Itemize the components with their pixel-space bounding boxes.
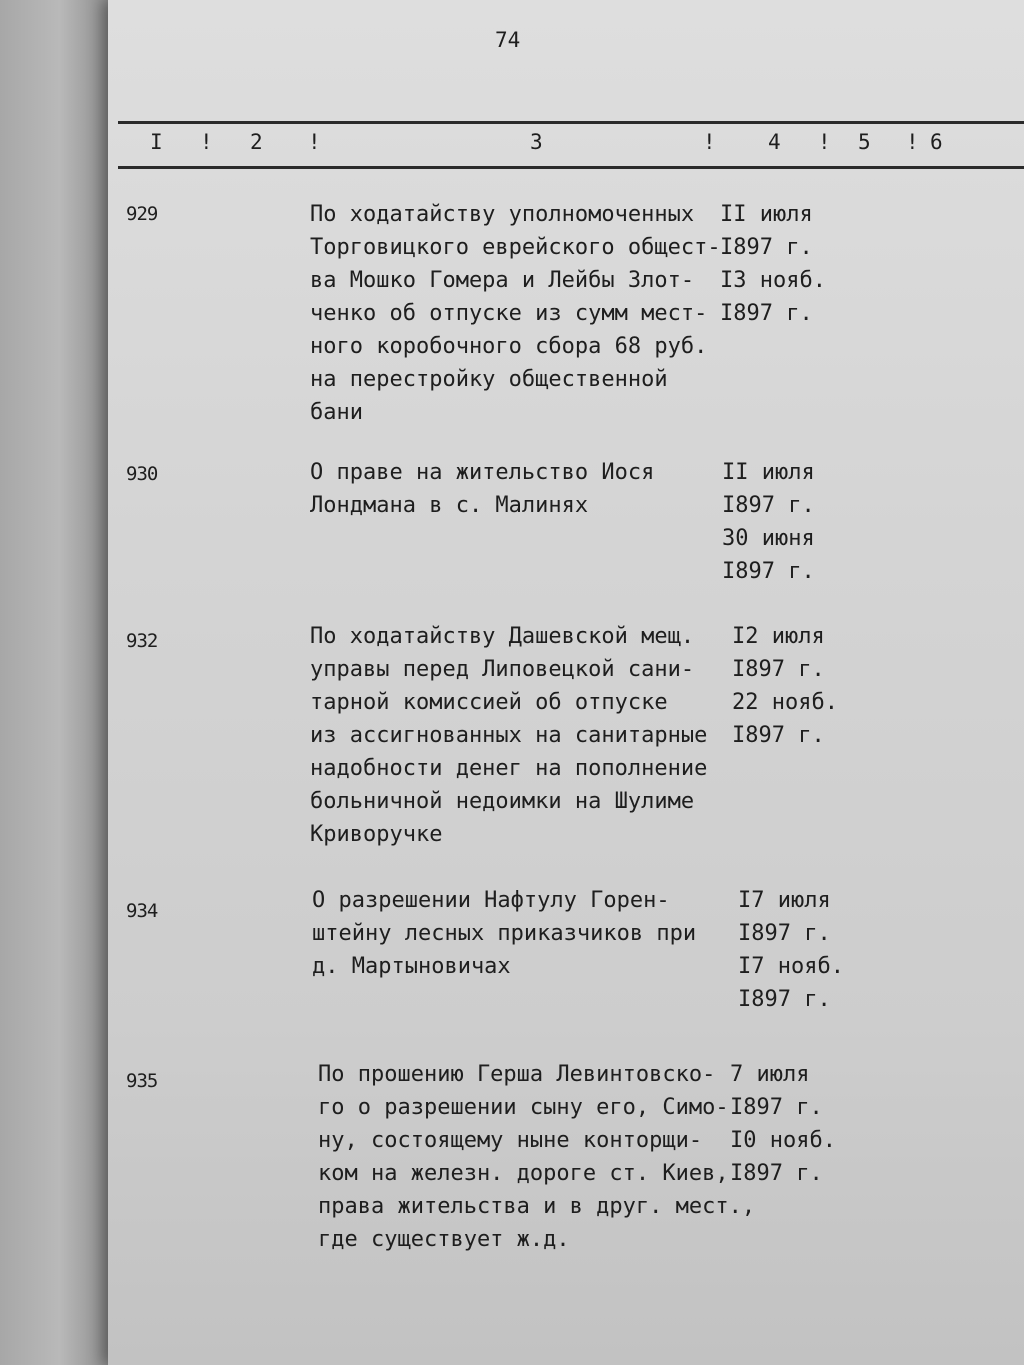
entry-number: 934	[126, 900, 158, 922]
header-rule-top	[118, 121, 1024, 124]
entry-dates: II июля I897 г. 30 июня I897 г.	[722, 460, 815, 584]
entry-description: По ходатайству Дашевской мещ. управы перед Липовецкой сани- тарной комиссией об отпуске из ассигнованных на санитарные надобности денег на пополнение больничной недоимки на Шулиме Криворучке	[310, 624, 708, 847]
entry-description: О разрешении Нафтулу Горен- штейну лесных приказчиков при д. Мартыновичах	[312, 888, 697, 979]
entry-number: 930	[126, 463, 158, 485]
entry-number: 935	[126, 1070, 158, 1092]
column-separator: !	[703, 130, 716, 154]
entry-description: По прошению Герша Левинтовско- го о разрешении сыну его, Симо- ну, состоящему ныне конторщи- ком на железн. дороге ст. Киев, права жительства и в друг. мест., где существует ж.д.	[318, 1062, 756, 1252]
header-rule-bottom	[118, 166, 1024, 169]
entry-description: По ходатайству уполномоченных Торговицкого еврейского общест- ва Мошко Гомера и Лейбы Злот- ченко об отпуске из сумм мест- ного коробочного сбора 68 руб. на перестройку общественной бани	[310, 202, 721, 425]
entry-dates: II июля I897 г. I3 нояб. I897 г.	[720, 202, 826, 326]
column-separator: !	[906, 130, 919, 154]
column-header-5: 5	[858, 130, 871, 154]
page-number: 74	[495, 28, 521, 52]
entry-number: 932	[126, 630, 158, 652]
column-header-3: 3	[530, 130, 543, 154]
entry-dates: 7 июля I897 г. I0 нояб. I897 г.	[730, 1062, 836, 1186]
column-separator: !	[818, 130, 831, 154]
column-header-6: 6	[930, 130, 943, 154]
column-header-1: I	[150, 130, 163, 154]
facing-page-edge	[0, 0, 108, 1365]
entry-dates: I7 июля I897 г. I7 нояб. I897 г.	[738, 888, 844, 1012]
entry-number: 929	[126, 203, 158, 225]
entry-description: О праве на жительство Иося Лондмана в с. Малинях	[310, 460, 655, 518]
column-header-4: 4	[768, 130, 781, 154]
entry-dates: I2 июля I897 г. 22 нояб. I897 г.	[732, 624, 838, 748]
column-separator: !	[308, 130, 321, 154]
column-separator: !	[200, 130, 213, 154]
column-header-2: 2	[250, 130, 263, 154]
